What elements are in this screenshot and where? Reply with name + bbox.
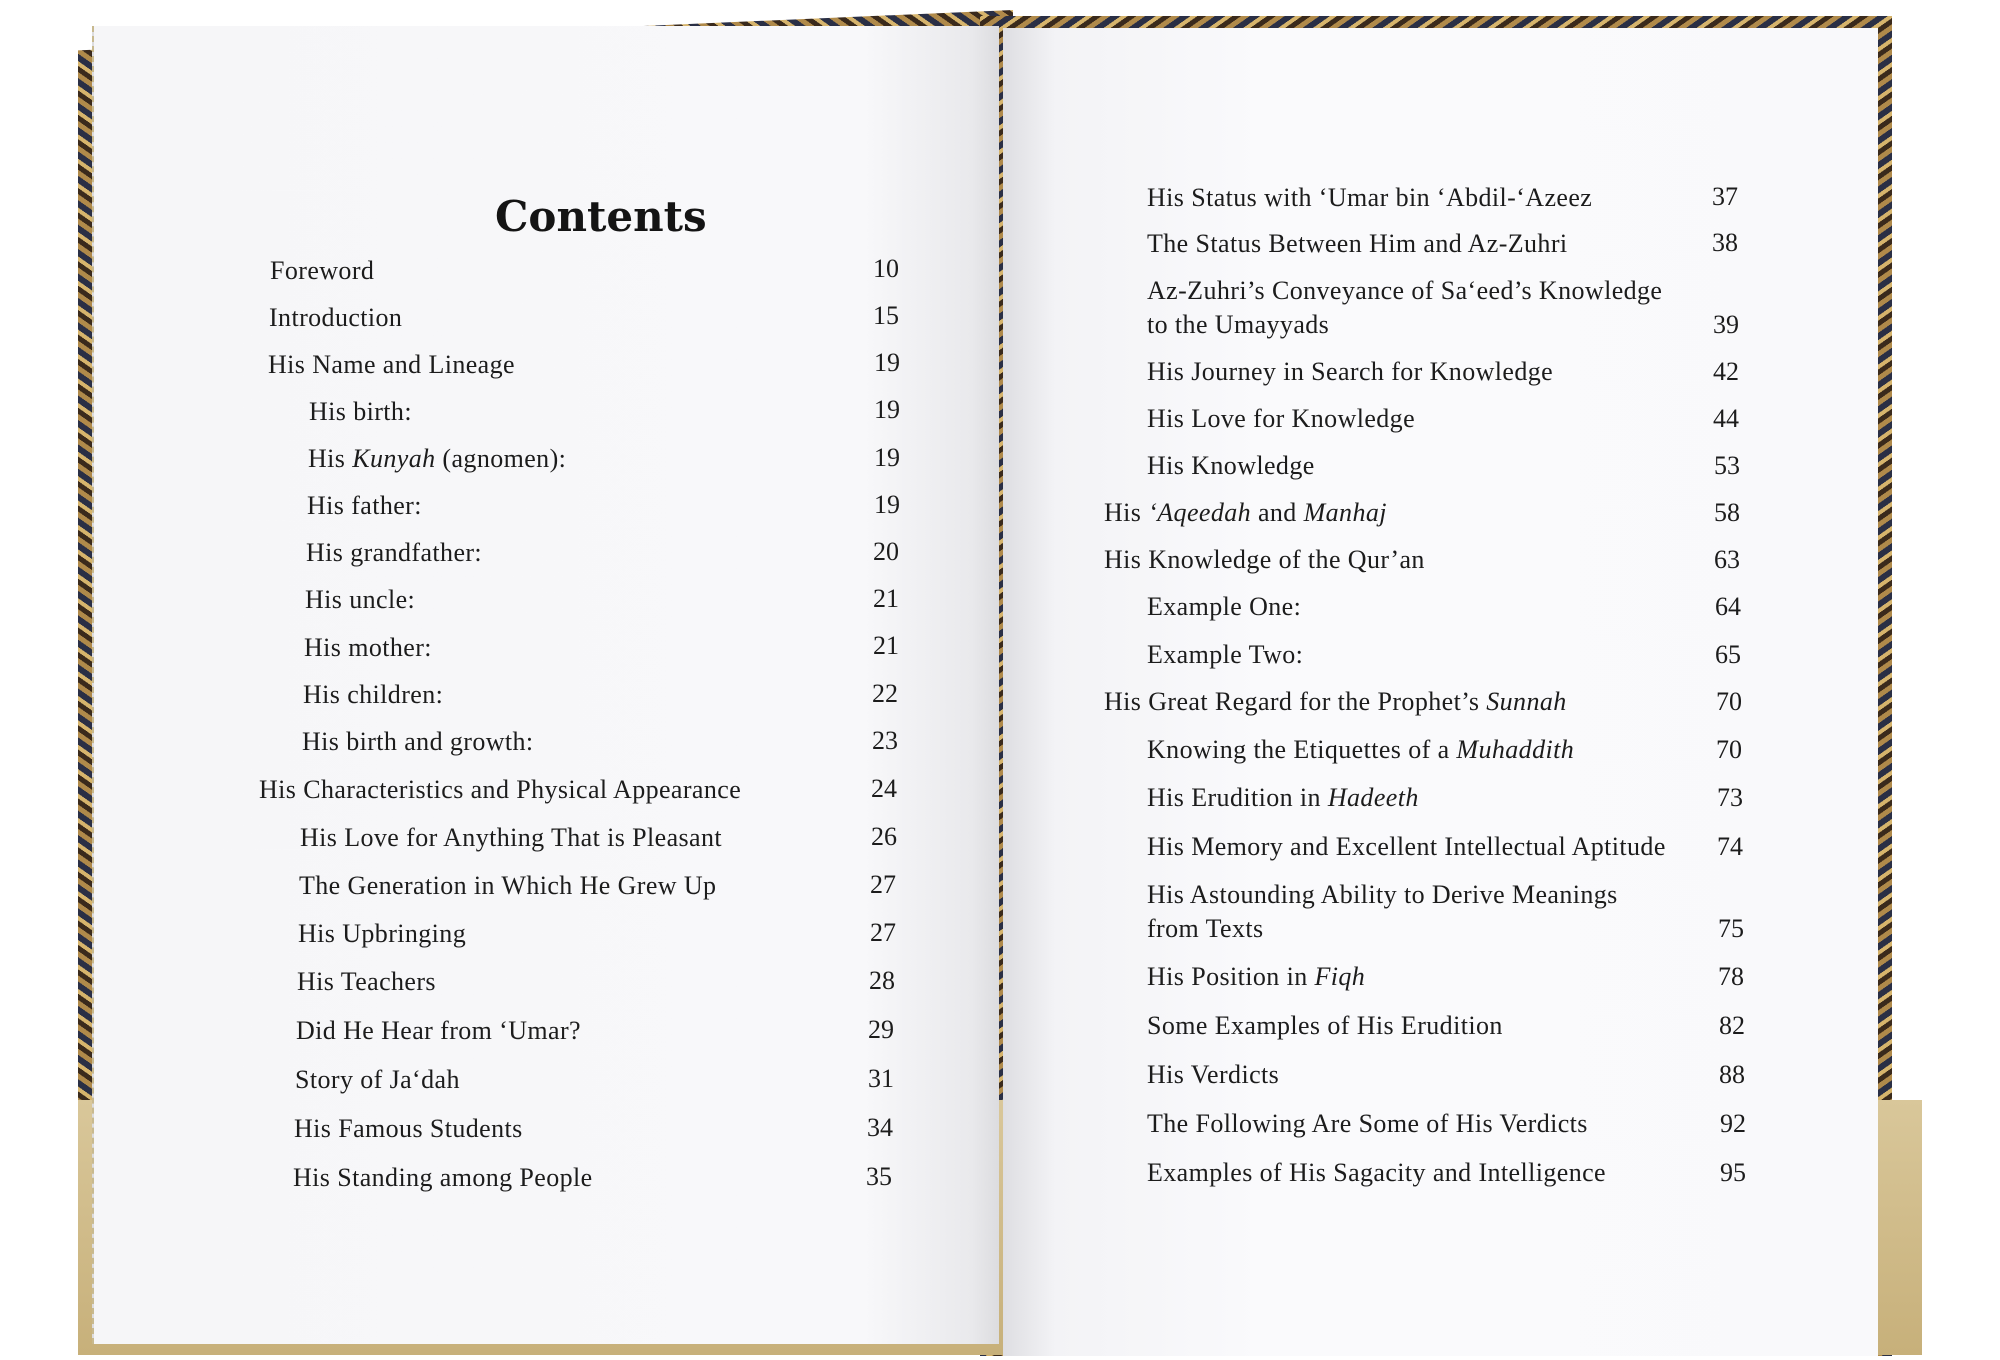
toc-entry: Az-Zuhri’s Conveyance of Sa‘eed’s Knowledge — [1147, 276, 1663, 305]
toc-page-number: 27 — [870, 870, 896, 899]
toc-page-number: 15 — [873, 301, 899, 330]
toc-page-number: 21 — [873, 584, 899, 613]
toc-page-number: 95 — [1720, 1158, 1746, 1187]
toc-page-number: 19 — [874, 443, 900, 472]
toc-entry: Did He Hear from ‘Umar? — [296, 1016, 581, 1045]
toc-entry: Introduction — [269, 303, 403, 332]
toc-page-number: 27 — [870, 918, 896, 947]
toc-entry: His Standing among People — [293, 1163, 593, 1192]
toc-page-number: 82 — [1719, 1011, 1745, 1040]
toc-entry: Some Examples of His Erudition — [1147, 1011, 1503, 1040]
toc-entry: His Journey in Search for Knowledge — [1147, 357, 1554, 386]
toc-entry: His Knowledge of the Qur’an — [1104, 545, 1425, 574]
toc-page-number: 39 — [1713, 310, 1739, 339]
toc-page-number: 37 — [1712, 182, 1738, 211]
toc-page-number: 22 — [872, 679, 898, 708]
toc-entry: His birth: — [309, 397, 412, 426]
toc-entry: His Love for Anything That is Pleasant — [300, 823, 723, 852]
toc-page-number: 78 — [1718, 962, 1744, 991]
toc-entry: The Status Between Him and Az-Zuhri — [1147, 229, 1568, 258]
toc-page-number: 63 — [1714, 545, 1740, 574]
toc-page-number: 21 — [873, 631, 899, 660]
toc-page-number: 88 — [1719, 1060, 1745, 1089]
toc-entry: His uncle: — [305, 585, 416, 614]
toc-entry: His children: — [303, 680, 444, 709]
toc-entry: His mother: — [304, 633, 432, 662]
toc-page-number: 19 — [874, 348, 900, 377]
toc-page-number: 75 — [1718, 914, 1744, 943]
toc-page-number: 24 — [871, 774, 897, 803]
contents-heading: Contents — [495, 192, 707, 241]
toc-page-number: 20 — [873, 537, 899, 566]
toc-page-number: 58 — [1714, 498, 1740, 527]
toc-entry: His Upbringing — [298, 919, 467, 948]
toc-entry: Example Two: — [1147, 640, 1304, 669]
toc-page-number: 35 — [866, 1162, 892, 1191]
toc-page-number: 70 — [1716, 687, 1742, 716]
toc-page-number: 19 — [874, 395, 900, 424]
toc-page-number: 23 — [872, 726, 898, 755]
toc-entry: His Knowledge — [1147, 451, 1315, 480]
toc-entry: His Verdicts — [1147, 1060, 1280, 1089]
toc-entry: His Kunyah (agnomen): — [308, 444, 567, 473]
toc-page-number: 29 — [868, 1015, 894, 1044]
toc-page-number: 31 — [868, 1064, 894, 1093]
toc-entry: His Memory and Excellent Intellectual Aptitude — [1147, 832, 1666, 861]
toc-entry: His Characteristics and Physical Appearance — [259, 775, 742, 804]
toc-entry: His Love for Knowledge — [1147, 404, 1416, 433]
toc-entry: Knowing the Etiquettes of a Muhaddith — [1147, 735, 1575, 764]
toc-entry: His Erudition in Hadeeth — [1147, 783, 1419, 812]
toc-page-number: 19 — [874, 490, 900, 519]
toc-entry: His Great Regard for the Prophet’s Sunnah — [1104, 687, 1567, 716]
toc-page-number: 38 — [1712, 228, 1738, 257]
toc-page-number: 64 — [1715, 592, 1741, 621]
toc-entry: His father: — [307, 491, 422, 520]
toc-entry: His Astounding Ability to Derive Meanings — [1147, 880, 1618, 909]
toc-entry: Example One: — [1147, 592, 1302, 621]
toc-page-number: 74 — [1717, 832, 1743, 861]
toc-entry: Story of Ja‘dah — [295, 1065, 460, 1094]
toc-entry: His Famous Students — [294, 1114, 523, 1143]
toc-entry: His grandfather: — [306, 538, 483, 567]
toc-page-number: 34 — [867, 1113, 893, 1142]
toc-entry: Foreword — [270, 256, 375, 285]
toc-page-number: 10 — [873, 254, 899, 283]
toc-entry-continuation: to the Umayyads — [1147, 310, 1330, 339]
toc-entry: The Following Are Some of His Verdicts — [1147, 1109, 1588, 1138]
toc-page-number: 26 — [871, 822, 897, 851]
toc-page-number: 73 — [1717, 783, 1743, 812]
toc-entry: The Generation in Which He Grew Up — [299, 871, 717, 900]
toc-entry: His Name and Lineage — [268, 350, 515, 379]
toc-entry: Examples of His Sagacity and Intelligence — [1147, 1158, 1606, 1187]
toc-page-number: 28 — [869, 966, 895, 995]
toc-entry: His ‘Aqeedah and Manhaj — [1104, 498, 1387, 527]
toc-page-number: 42 — [1713, 357, 1739, 386]
toc-entry: His Position in Fiqh — [1147, 962, 1366, 991]
toc-entry-continuation: from Texts — [1147, 914, 1264, 943]
toc-entry: His Teachers — [297, 967, 436, 996]
toc-page-number: 53 — [1714, 451, 1740, 480]
toc-page-number: 92 — [1720, 1109, 1746, 1138]
toc-page-number: 70 — [1716, 735, 1742, 764]
toc-entry: His Status with ‘Umar bin ‘Abdil-‘Azeez — [1147, 183, 1593, 212]
toc-page-number: 65 — [1715, 640, 1741, 669]
toc-page-number: 44 — [1713, 404, 1739, 433]
toc-entry: His birth and growth: — [302, 727, 534, 756]
